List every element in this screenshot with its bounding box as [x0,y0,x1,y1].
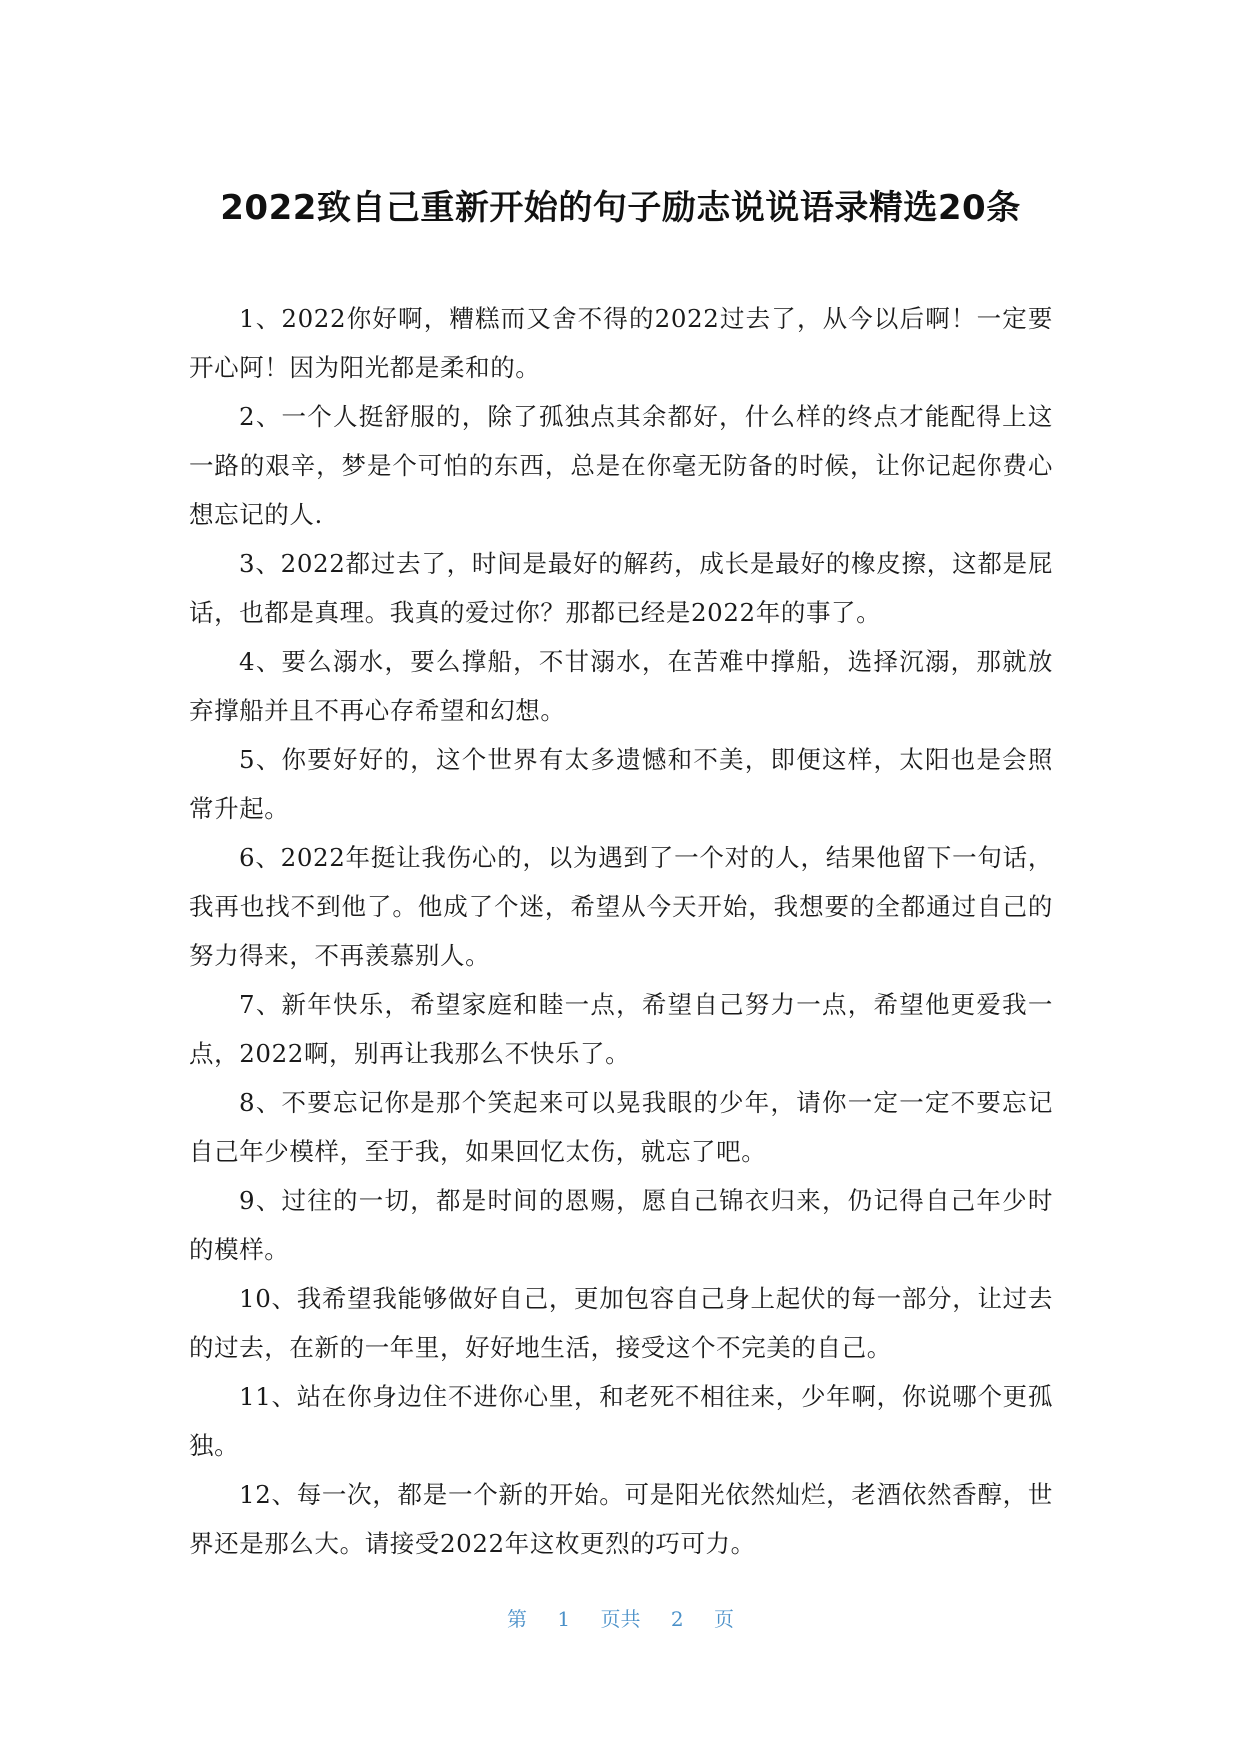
footer-current-page: 1 [557,1607,571,1631]
document-body [189,294,1053,1568]
footer-middle: 页共 [600,1607,641,1631]
quote-paragraph-10: 10、我希望我能够做好自己，更加包容自己身上起伏的每一部分，让过去的过去，在新的一年里，好好地生活，接受这个不完美的自己。 [189,1284,1053,1362]
quote-paragraph-7: 7、新年快乐，希望家庭和睦一点，希望自己努力一点，希望他更爱我一点，2022啊，别再让我那么不快乐了。 [189,990,1053,1068]
page-title: 2022致自己重新开始的句子励志说说语录精选20条 [220,188,1021,228]
quote-paragraph-1: 1、2022你好啊，糟糕而又舍不得的2022过去了，从今以后啊！一定要开心阿！因为阳光都是柔和的。 [189,304,1053,382]
quote-paragraph-11: 11、站在你身边住不进你心里，和老死不相往来，少年啊，你说哪个更孤独。 [189,1382,1053,1460]
quote-paragraph-8: 8、不要忘记你是那个笑起来可以晃我眼的少年，请你一定一定不要忘记自己年少模样，至于我，如果回忆太伤，就忘了吧。 [189,1088,1053,1166]
quote-paragraph-5: 5、你要好好的，这个世界有太多遗憾和不美，即便这样，太阳也是会照常升起。 [189,745,1053,823]
quote-paragraph-3: 3、2022都过去了，时间是最好的解药，成长是最好的橡皮擦，这都是屁话，也都是真理。我真的爱过你？那都已经是2022年的事了。 [189,549,1053,627]
footer-prefix: 第 [507,1607,528,1631]
footer-total-pages: 2 [670,1607,684,1631]
quote-paragraph-9: 9、过往的一切，都是时间的恩赐，愿自己锦衣归来，仍记得自己年少时的模样。 [189,1186,1053,1264]
quote-paragraph-12: 12、每一次，都是一个新的开始。可是阳光依然灿烂，老酒依然香醇，世界还是那么大。请接受2022年这枚更烈的巧可力。 [189,1480,1053,1558]
page-footer [0,1604,1241,1634]
quote-paragraph-6: 6、2022年挺让我伤心的，以为遇到了一个对的人，结果他留下一句话，我再也找不到他了。他成了个迷，希望从今天开始，我想要的全都通过自己的努力得来，不再羡慕别人。 [189,843,1053,970]
quote-paragraph-4: 4、要么溺水，要么撑船，不甘溺水，在苦难中撑船，选择沉溺，那就放弃撑船并且不再心存希望和幻想。 [189,647,1053,725]
footer-suffix: 页 [713,1607,734,1631]
quote-paragraph-2: 2、一个人挺舒服的，除了孤独点其余都好，什么样的终点才能配得上这一路的艰辛，梦是个可怕的东西，总是在你毫无防备的时候，让你记起你费心想忘记的人. [189,402,1053,529]
